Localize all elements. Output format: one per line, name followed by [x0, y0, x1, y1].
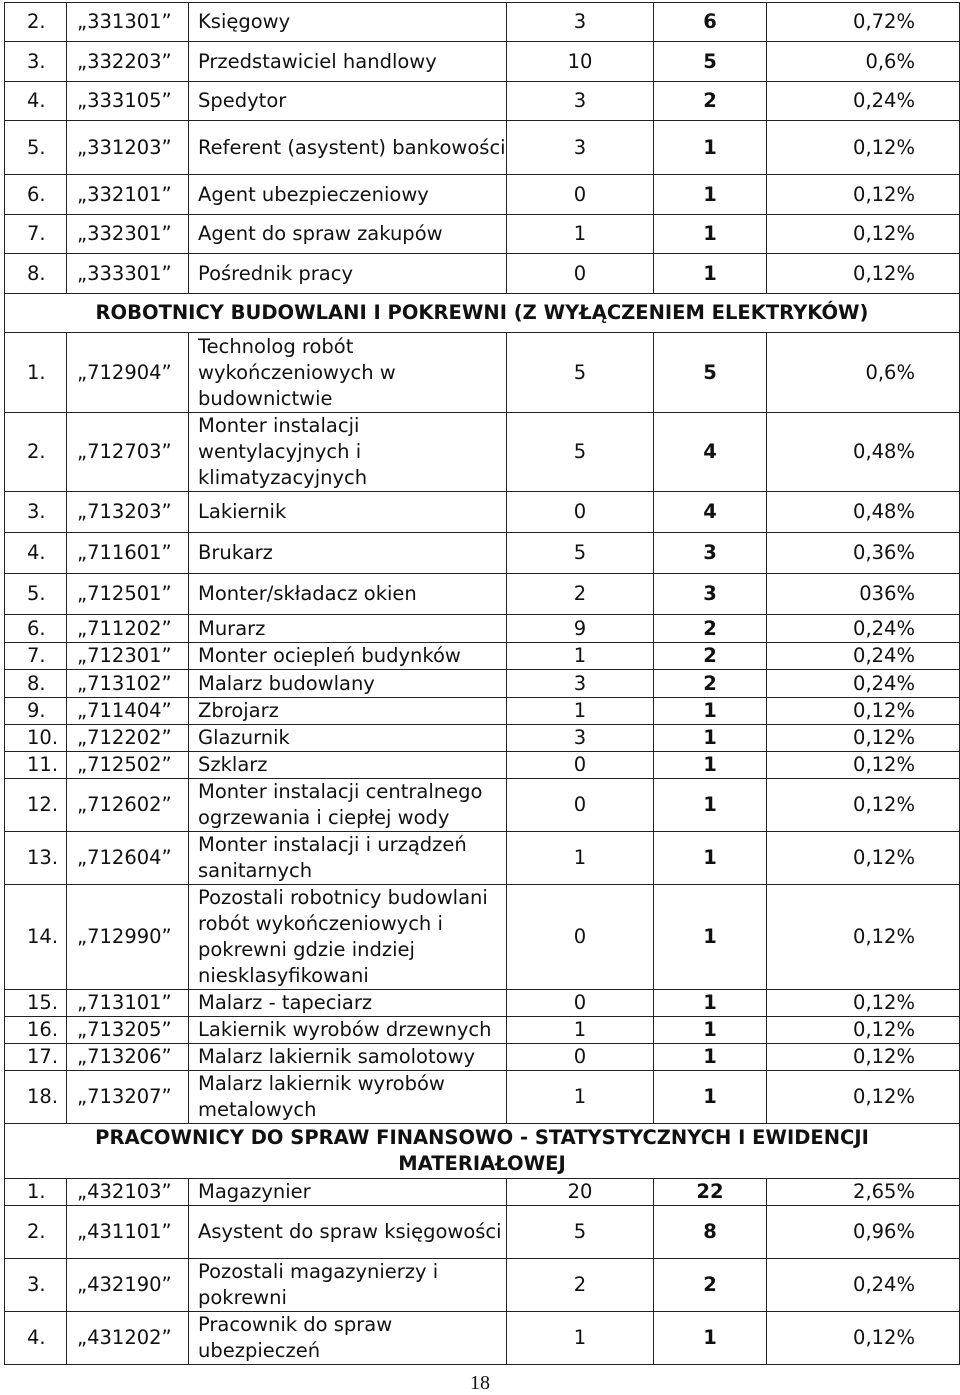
row-number: 16. — [5, 1017, 67, 1044]
count-b: 1 — [654, 215, 767, 254]
table-row — [5, 1071, 960, 1124]
count-a: 0 — [507, 990, 654, 1017]
percentage: 0,12% — [767, 1312, 960, 1365]
percentage: 0,12% — [767, 1044, 960, 1071]
occupation-code: „431101” — [67, 1206, 189, 1259]
count-a: 2 — [507, 574, 654, 615]
table-row — [5, 1206, 960, 1259]
occupation-code: „333105” — [67, 82, 189, 121]
count-a: 1 — [507, 698, 654, 725]
count-a: 3 — [507, 670, 654, 698]
occupation-code: „711202” — [67, 615, 189, 643]
occupations-table — [4, 2, 960, 1365]
percentage: 0,24% — [767, 1259, 960, 1312]
table-row — [5, 832, 960, 885]
section-header: ROBOTNICY BUDOWLANI I POKREWNI (Z WYŁĄCZENIEM ELEKTRYKÓW) — [5, 294, 960, 333]
occupation-name: Monter instalacji centralnego ogrzewania i ciepłej wody — [189, 779, 507, 832]
count-b: 1 — [654, 254, 767, 294]
occupation-code: „712904” — [67, 333, 189, 413]
count-a: 1 — [507, 1071, 654, 1124]
occupation-code: „712990” — [67, 885, 189, 990]
table-row — [5, 1312, 960, 1365]
percentage: 0,12% — [767, 215, 960, 254]
count-a: 3 — [507, 82, 654, 121]
percentage: 0,12% — [767, 1017, 960, 1044]
row-number: 14. — [5, 885, 67, 990]
occupation-code: „713203” — [67, 492, 189, 533]
count-a: 0 — [507, 779, 654, 832]
percentage: 0,12% — [767, 752, 960, 779]
table-row — [5, 82, 960, 121]
count-a: 10 — [507, 42, 654, 82]
table-row — [5, 574, 960, 615]
count-b: 1 — [654, 1071, 767, 1124]
percentage: 0,12% — [767, 990, 960, 1017]
count-a: 5 — [507, 1206, 654, 1259]
count-a: 0 — [507, 885, 654, 990]
occupation-name: Magazynier — [189, 1179, 507, 1206]
occupation-name: Pozostali robotnicy budowlani robót wykończeniowych i pokrewni gdzie indziej niesklasyfikowani — [189, 885, 507, 990]
table-row — [5, 3, 960, 42]
table-row — [5, 990, 960, 1017]
count-b: 2 — [654, 643, 767, 670]
occupation-code: „713101” — [67, 990, 189, 1017]
occupation-code: „432103” — [67, 1179, 189, 1206]
percentage: 0,12% — [767, 1071, 960, 1124]
count-b: 4 — [654, 492, 767, 533]
count-a: 0 — [507, 752, 654, 779]
percentage: 0,48% — [767, 492, 960, 533]
row-number: 4. — [5, 533, 67, 574]
occupation-code: „712501” — [67, 574, 189, 615]
occupation-code: „713206” — [67, 1044, 189, 1071]
table-row — [5, 333, 960, 413]
occupation-name: Referent (asystent) bankowości — [189, 121, 507, 175]
row-number: 15. — [5, 990, 67, 1017]
row-number: 6. — [5, 615, 67, 643]
table-row — [5, 121, 960, 175]
table-row — [5, 533, 960, 574]
table-row — [5, 492, 960, 533]
count-b: 6 — [654, 3, 767, 42]
percentage: 0,48% — [767, 413, 960, 492]
occupation-code: „712202” — [67, 725, 189, 752]
occupation-name: Monter instalacji i urządzeń sanitarnych — [189, 832, 507, 885]
count-a: 0 — [507, 492, 654, 533]
row-number: 5. — [5, 121, 67, 175]
count-a: 0 — [507, 175, 654, 215]
page-number: 18 — [470, 1372, 490, 1394]
count-a: 5 — [507, 333, 654, 413]
count-a: 2 — [507, 1259, 654, 1312]
row-number: 10. — [5, 725, 67, 752]
occupation-code: „712502” — [67, 752, 189, 779]
count-b: 22 — [654, 1179, 767, 1206]
occupation-code: „331203” — [67, 121, 189, 175]
occupation-name: Technolog robót wykończeniowych w budownictwie — [189, 333, 507, 413]
table-row — [5, 254, 960, 294]
row-number: 12. — [5, 779, 67, 832]
count-b: 1 — [654, 725, 767, 752]
count-b: 1 — [654, 885, 767, 990]
percentage: 0,96% — [767, 1206, 960, 1259]
percentage: 0,24% — [767, 643, 960, 670]
occupation-code: „711404” — [67, 698, 189, 725]
count-a: 0 — [507, 254, 654, 294]
count-b: 1 — [654, 1312, 767, 1365]
occupation-code: „712604” — [67, 832, 189, 885]
count-a: 5 — [507, 413, 654, 492]
count-b: 2 — [654, 670, 767, 698]
row-number: 17. — [5, 1044, 67, 1071]
count-a: 5 — [507, 533, 654, 574]
occupation-name: Asystent do spraw księgowości — [189, 1206, 507, 1259]
row-number: 6. — [5, 175, 67, 215]
occupation-code: „712301” — [67, 643, 189, 670]
percentage: 036% — [767, 574, 960, 615]
table-row — [5, 1259, 960, 1312]
table-row — [5, 670, 960, 698]
count-a: 1 — [507, 643, 654, 670]
count-a: 3 — [507, 725, 654, 752]
row-number: 3. — [5, 42, 67, 82]
percentage: 0,12% — [767, 885, 960, 990]
percentage: 0,24% — [767, 82, 960, 121]
count-b: 1 — [654, 698, 767, 725]
occupation-name: Zbrojarz — [189, 698, 507, 725]
occupation-name: Szklarz — [189, 752, 507, 779]
section-header: PRACOWNICY DO SPRAW FINANSOWO - STATYSTYCZNYCH I EWIDENCJI MATERIAŁOWEJ — [5, 1124, 960, 1179]
percentage: 0,72% — [767, 3, 960, 42]
table-row — [5, 413, 960, 492]
count-a: 1 — [507, 215, 654, 254]
occupation-name: Przedstawiciel handlowy — [189, 42, 507, 82]
table-row — [5, 1179, 960, 1206]
count-b: 1 — [654, 832, 767, 885]
occupation-code: „713102” — [67, 670, 189, 698]
table-row — [5, 1044, 960, 1071]
count-b: 1 — [654, 1044, 767, 1071]
occupation-name: Glazurnik — [189, 725, 507, 752]
count-b: 5 — [654, 333, 767, 413]
occupation-name: Pozostali magazynierzy i pokrewni — [189, 1259, 507, 1312]
percentage: 0,12% — [767, 254, 960, 294]
section-header-row — [5, 294, 960, 333]
percentage: 0,12% — [767, 725, 960, 752]
table-row — [5, 1017, 960, 1044]
occupation-code: „712602” — [67, 779, 189, 832]
row-number: 9. — [5, 698, 67, 725]
count-b: 5 — [654, 42, 767, 82]
occupation-code: „713205” — [67, 1017, 189, 1044]
row-number: 1. — [5, 1179, 67, 1206]
percentage: 0,24% — [767, 615, 960, 643]
count-b: 1 — [654, 1017, 767, 1044]
occupation-name: Malarz lakiernik samolotowy — [189, 1044, 507, 1071]
occupation-code: „711601” — [67, 533, 189, 574]
table-row — [5, 885, 960, 990]
percentage: 0,12% — [767, 779, 960, 832]
row-number: 11. — [5, 752, 67, 779]
count-b: 2 — [654, 82, 767, 121]
occupation-code: „332203” — [67, 42, 189, 82]
row-number: 18. — [5, 1071, 67, 1124]
count-a: 1 — [507, 1312, 654, 1365]
occupation-name: Malarz - tapeciarz — [189, 990, 507, 1017]
count-b: 2 — [654, 615, 767, 643]
occupation-code: „331301” — [67, 3, 189, 42]
row-number: 7. — [5, 643, 67, 670]
occupation-code: „432190” — [67, 1259, 189, 1312]
percentage: 0,12% — [767, 832, 960, 885]
count-b: 2 — [654, 1259, 767, 1312]
occupation-name: Agent do spraw zakupów — [189, 215, 507, 254]
row-number: 7. — [5, 215, 67, 254]
count-a: 0 — [507, 1044, 654, 1071]
section-header-row — [5, 1124, 960, 1179]
occupation-code: „332101” — [67, 175, 189, 215]
row-number: 5. — [5, 574, 67, 615]
count-b: 1 — [654, 752, 767, 779]
percentage: 0,6% — [767, 333, 960, 413]
percentage: 0,12% — [767, 698, 960, 725]
row-number: 4. — [5, 82, 67, 121]
occupation-name: Brukarz — [189, 533, 507, 574]
count-b: 1 — [654, 779, 767, 832]
count-b: 1 — [654, 175, 767, 215]
row-number: 3. — [5, 1259, 67, 1312]
table-row — [5, 615, 960, 643]
table-row — [5, 643, 960, 670]
table-row — [5, 698, 960, 725]
table-row — [5, 779, 960, 832]
table-row — [5, 42, 960, 82]
count-b: 1 — [654, 990, 767, 1017]
table-row — [5, 725, 960, 752]
count-a: 1 — [507, 1017, 654, 1044]
count-a: 3 — [507, 3, 654, 42]
occupation-name: Lakiernik — [189, 492, 507, 533]
table-row — [5, 215, 960, 254]
table-row — [5, 175, 960, 215]
occupation-name: Malarz budowlany — [189, 670, 507, 698]
percentage: 2,65% — [767, 1179, 960, 1206]
count-b: 4 — [654, 413, 767, 492]
row-number: 1. — [5, 333, 67, 413]
row-number: 3. — [5, 492, 67, 533]
count-b: 3 — [654, 574, 767, 615]
percentage: 0,12% — [767, 121, 960, 175]
occupation-code: „333301” — [67, 254, 189, 294]
occupation-name: Księgowy — [189, 3, 507, 42]
row-number: 8. — [5, 254, 67, 294]
occupation-name: Monter instalacji wentylacyjnych i klimatyzacyjnych — [189, 413, 507, 492]
percentage: 0,24% — [767, 670, 960, 698]
occupation-name: Monter/składacz okien — [189, 574, 507, 615]
count-b: 3 — [654, 533, 767, 574]
row-number: 8. — [5, 670, 67, 698]
occupation-name: Malarz lakiernik wyrobów metalowych — [189, 1071, 507, 1124]
occupation-name: Murarz — [189, 615, 507, 643]
count-b: 8 — [654, 1206, 767, 1259]
occupation-name: Pracownik do spraw ubezpieczeń — [189, 1312, 507, 1365]
count-b: 1 — [654, 121, 767, 175]
occupation-code: „712703” — [67, 413, 189, 492]
row-number: 13. — [5, 832, 67, 885]
occupation-name: Monter ociepleń budynków — [189, 643, 507, 670]
percentage: 0,36% — [767, 533, 960, 574]
occupation-name: Agent ubezpieczeniowy — [189, 175, 507, 215]
count-a: 20 — [507, 1179, 654, 1206]
count-a: 9 — [507, 615, 654, 643]
count-a: 1 — [507, 832, 654, 885]
percentage: 0,6% — [767, 42, 960, 82]
row-number: 4. — [5, 1312, 67, 1365]
row-number: 2. — [5, 1206, 67, 1259]
percentage: 0,12% — [767, 175, 960, 215]
occupation-name: Lakiernik wyrobów drzewnych — [189, 1017, 507, 1044]
occupation-code: „332301” — [67, 215, 189, 254]
row-number: 2. — [5, 3, 67, 42]
occupation-name: Pośrednik pracy — [189, 254, 507, 294]
count-a: 3 — [507, 121, 654, 175]
table-row — [5, 752, 960, 779]
occupation-code: „431202” — [67, 1312, 189, 1365]
occupation-code: „713207” — [67, 1071, 189, 1124]
row-number: 2. — [5, 413, 67, 492]
occupation-name: Spedytor — [189, 82, 507, 121]
